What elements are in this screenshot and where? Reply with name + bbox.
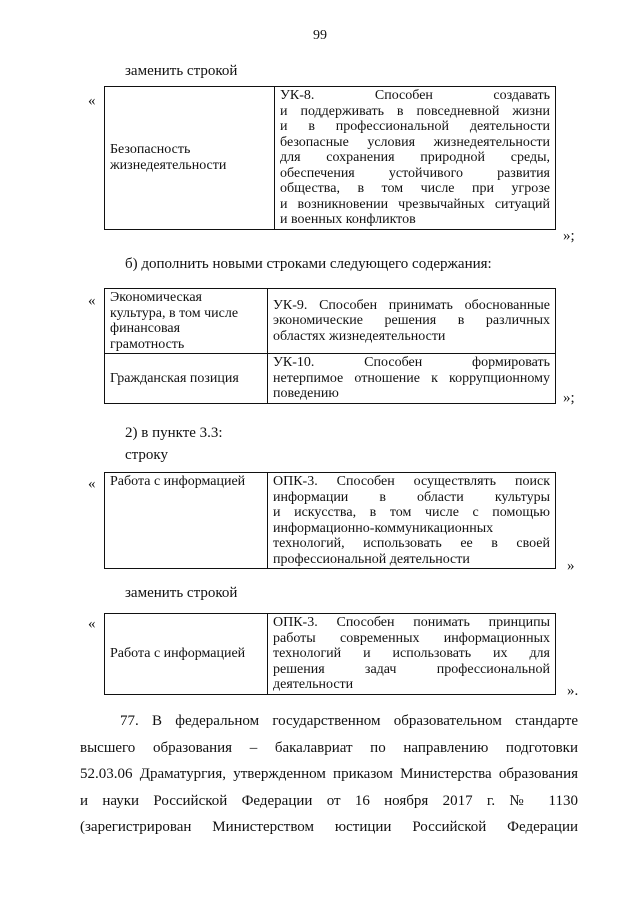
description-line: решения задач профессиональной [273,661,550,677]
description-line: общества, в том числе при угрозе [280,181,550,196]
description-line: областях жизнедеятельности [273,328,446,344]
category-line: культура, в том числе [110,305,239,321]
competency-table-uk8 [104,86,556,230]
description-line: и в профессиональной деятельности [280,119,550,134]
instruction-replace-line: заменить строкой [125,63,238,79]
paragraph-77 [80,708,578,841]
competency-category: Безопасность жизнедеятельности [110,142,227,173]
competency-description-cell [268,289,556,354]
paragraph-line: и науки Российской Федерации от 16 ноября 2017 г. № 1130 [80,792,578,809]
description-line: технологий, использовать ее в своей [273,536,550,551]
competency-category-cell [105,473,268,569]
paragraph-line: 52.03.06 Драматургия, утвержденном приказом Министерства образования [80,766,578,782]
category-line: Экономическая [110,290,202,305]
competency-category-cell [105,614,268,695]
table-row [105,289,556,354]
table-row [105,87,556,230]
competency-category: Работа с информацией [110,474,246,489]
description-line: и искусства, в том числе с помощью [273,505,550,520]
competency-category: Гражданская позиция [110,370,239,386]
description-line: ОПК-3. Способен понимать принципы [273,615,550,630]
competency-category-cell [105,354,268,404]
description-line: безопасные условия жизнедеятельности [280,134,550,150]
description-line: работы современных информационных [273,630,550,646]
description-line: экономические решения в различных [273,313,550,329]
paragraph-line: 77. В федеральном государственном образовательном стандарте [120,713,578,729]
description-line: и военных конфликтов [280,212,416,227]
description-line: профессиональной деятельности [273,551,470,567]
description-line: для сохранения природной среды, [280,150,550,165]
instruction-add-rows-line: б) дополнить новыми строками следующего содержания: [125,256,492,272]
description-line: ОПК-3. Способен осуществлять поиск [273,474,550,489]
close-quote: » [567,558,575,574]
table-row [105,614,556,695]
instruction-row-line: строку [125,447,168,463]
competency-description-cell [268,614,556,695]
competency-description-cell [268,473,556,569]
description-line: и поддерживать в повседневной жизни [280,103,550,119]
instruction-replace-line: заменить строкой [125,585,238,601]
description-line: поведению [273,386,339,401]
instruction-point-line: 2) в пункте 3.3: [125,425,223,441]
description-line: технологий и использовать их для [273,646,550,661]
close-quote: ». [567,683,579,699]
competency-category: Работа с информацией [110,646,246,661]
competency-table-opk3-old [104,472,556,569]
close-quote: »; [563,390,575,406]
description-line: обеспечения устойчивого развития [280,165,550,181]
description-line: информационно-коммуникационных [273,520,494,536]
description-line: информации в области культуры [273,489,550,505]
competency-description-cell [275,87,556,230]
competency-category-cell [105,87,275,230]
description-line: УК-10. Способен формировать [273,355,550,370]
paragraph-line: (зарегистрирован Министерством юстиции Российской Федерации [80,819,578,835]
description-line: деятельности [273,677,354,692]
description-line: УК-9. Способен принимать обоснованные [273,297,550,313]
competency-table-uk9-uk10 [104,288,556,404]
page-number: 99 [313,28,327,43]
open-quote: « [88,616,96,632]
open-quote: « [88,93,96,109]
description-line: и возникновении чрезвычайных ситуаций [280,196,550,212]
description-line: нетерпимое отношение к коррупционному [273,370,550,386]
close-quote: »; [563,228,575,244]
paragraph-line: высшего образования – бакалавриат по направлению подготовки [80,739,578,756]
competency-category-cell [105,289,268,354]
open-quote: « [88,476,96,492]
open-quote: « [88,293,96,309]
category-line: финансовая [110,321,181,336]
table-row [105,354,556,404]
competency-description-cell [268,354,556,404]
table-row [105,473,556,569]
competency-table-opk3-new [104,613,556,695]
description-line: УК-8. Способен создавать [280,88,550,103]
category-line: грамотность [110,336,185,352]
